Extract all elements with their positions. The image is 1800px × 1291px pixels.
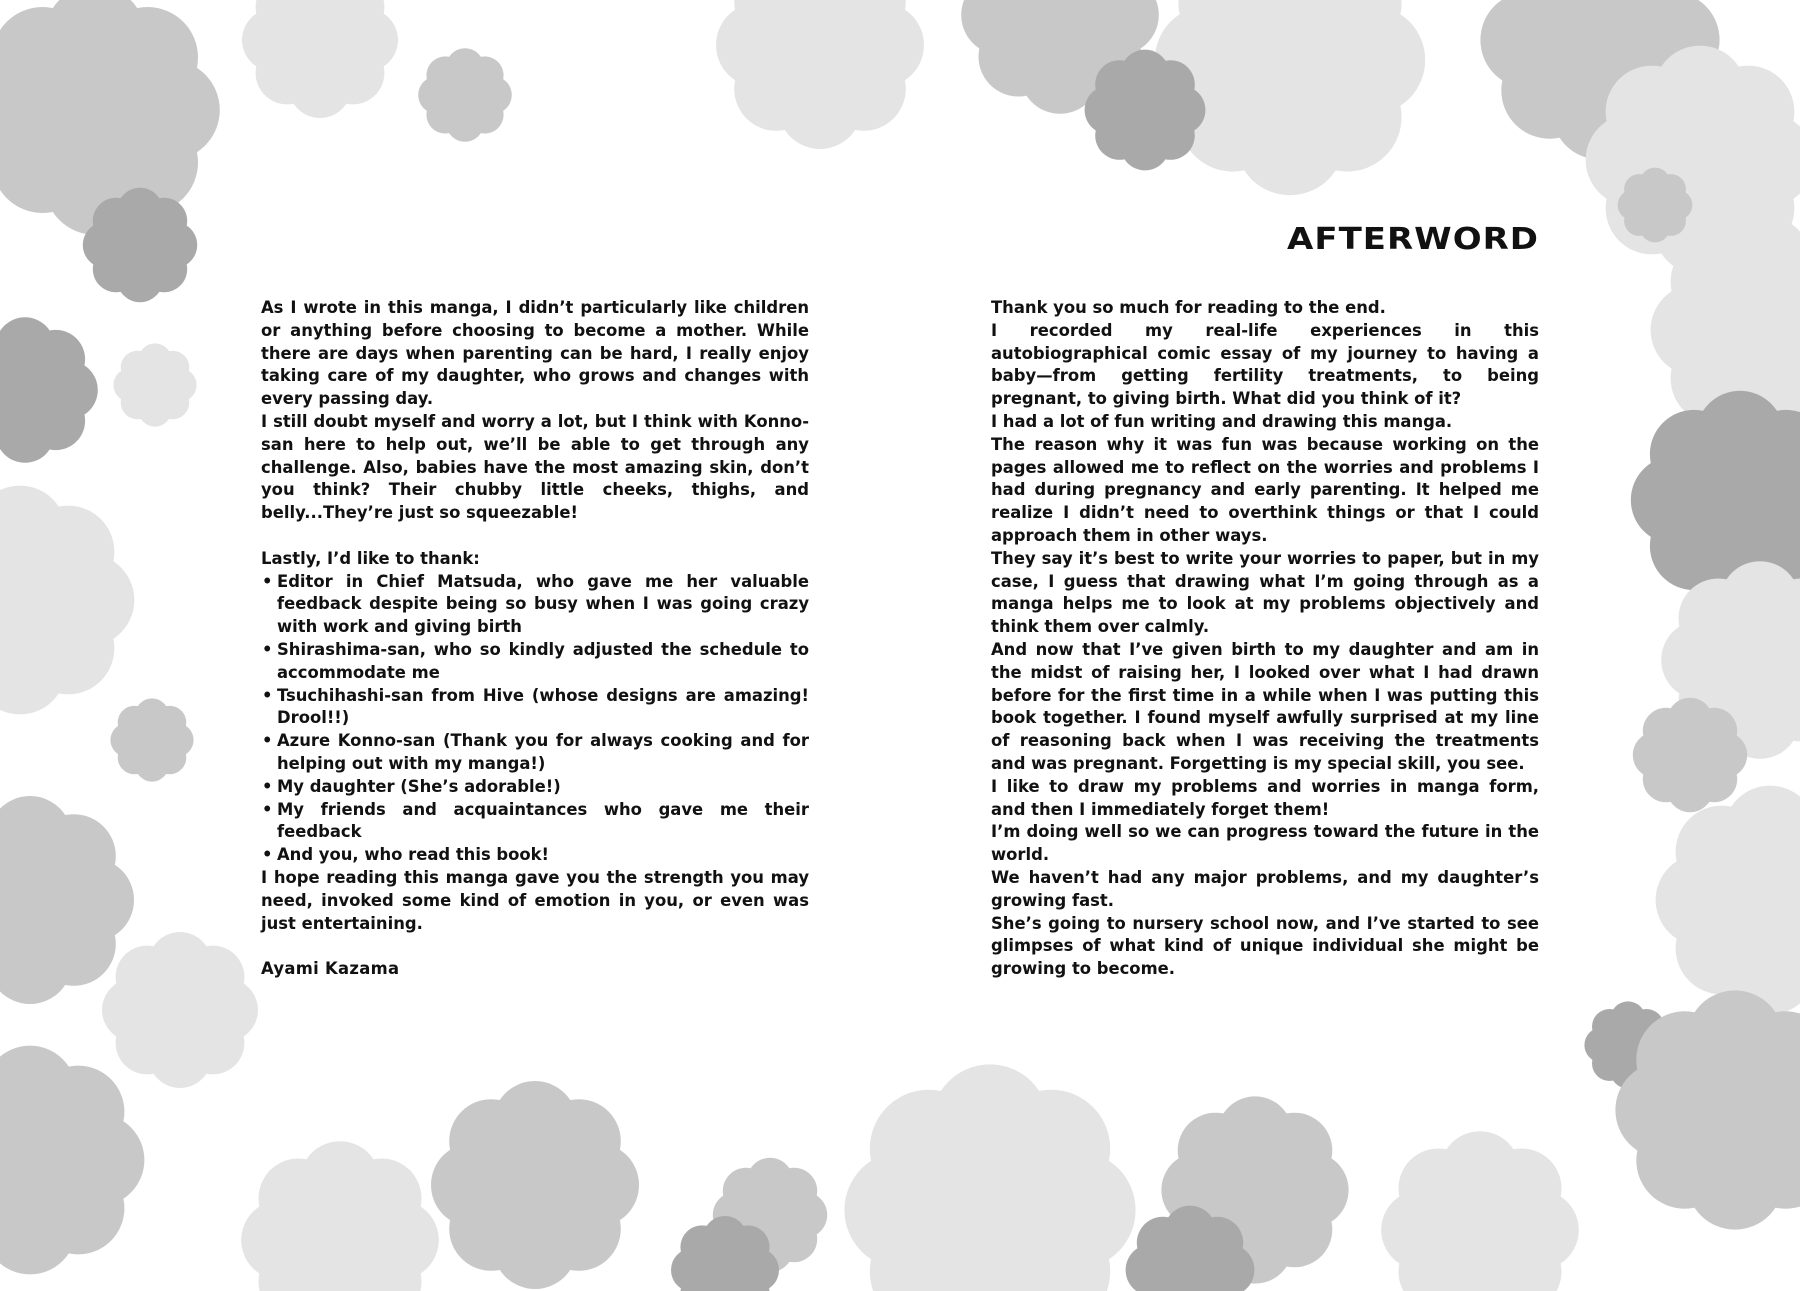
list-item: • Tsuchihashi-san from Hive (whose designs are amazing! Drool!!): [261, 685, 809, 731]
cloud-shape: [1381, 1131, 1579, 1291]
closing-paragraph: I hope reading this manga gave you the strength you may need, invoked some kind of emotion in you, or even was just entertaining.: [261, 867, 809, 933]
cloud-shape: [113, 343, 196, 426]
cloud-shape: [844, 1064, 1135, 1291]
cloud-shape: [110, 698, 193, 781]
list-item: • And you, who read this book!: [261, 844, 809, 867]
cloud-shape: [0, 486, 134, 715]
paragraph: The reason why it was fun was because working on the pages allowed me to reflect on the worries and problems I had during pregnancy and early parenting. It helped me realize I didn’t need to overthink things or that I could approach them in other ways.: [991, 434, 1539, 545]
cloud-shape: [241, 1141, 439, 1291]
page-title: AFTERWORD: [1287, 221, 1539, 257]
list-item: • My friends and acquaintances who gave me their feedback: [261, 799, 809, 845]
list-item: • Shirashima-san, who so kindly adjusted the schedule to accommodate me: [261, 639, 809, 685]
cloud-shape: [102, 932, 258, 1088]
cloud-shape: [0, 796, 134, 1004]
cloud-shape: [431, 1081, 639, 1289]
cloud-shape: [1618, 168, 1693, 243]
spacer: [261, 525, 809, 548]
cloud-shape: [0, 1046, 144, 1275]
cloud-shape: [0, 317, 98, 463]
cloud-shape: [242, 0, 398, 118]
cloud-shape: [1633, 698, 1747, 812]
list-item: • Azure Konno-san (Thank you for always cooking and for helping out with my manga!): [261, 730, 809, 776]
cloud-shape: [716, 0, 924, 149]
paragraph: Thank you so much for reading to the end.: [991, 298, 1386, 317]
paragraph: I like to draw my problems and worries in manga form, and then I immediately forget them!: [991, 776, 1539, 819]
right-column: [991, 297, 1539, 981]
list-item: • Editor in Chief Matsuda, who gave me her valuable feedback despite being so busy when I was going crazy with work and giving birth: [261, 571, 809, 639]
paragraph: We haven’t had any major problems, and my daughter’s growing fast.: [991, 867, 1539, 910]
paragraph: I recorded my real-life experiences in this autobiographical comic essay of my journey to having a baby—from getting fertility treatments, to being pregnant, to giving birth. What did you think of it?: [991, 320, 1539, 409]
thanks-intro: Lastly, I’d like to thank:: [261, 548, 480, 568]
paragraph: I’m doing well so we can progress toward the future in the world.: [991, 822, 1539, 865]
paragraph: And now that I’ve given birth to my daughter and am in the midst of raising her, I looked over what I had drawn before for the first time in a while when I was putting this book together. I found myself awfully surprised at my line of reasoning back when I was receiving the treatments and was pregnant. Forgetting is my special skill, you see.: [991, 639, 1539, 773]
paragraph: She’s going to nursery school now, and I’ve started to see glimpses of what kind of unique individual she might be growing to become.: [991, 913, 1539, 979]
author-signature: Ayami Kazama: [261, 959, 400, 979]
paragraph: As I wrote in this manga, I didn’t particularly like children or anything before choosing to become a mother. While there are days when parenting can be hard, I really enjoy taking care of my daughter, who grows and changes with every passing day.: [261, 298, 809, 409]
paragraph: I had a lot of fun writing and drawing this manga.: [991, 411, 1453, 431]
left-column: [261, 297, 809, 981]
cloud-shape: [418, 48, 512, 142]
cloud-shape: [1085, 50, 1206, 171]
cloud-shape: [83, 188, 197, 302]
list-item: • My daughter (She’s adorable!): [261, 776, 809, 799]
cloud-shape: [1656, 786, 1800, 1015]
spacer: [261, 935, 809, 958]
thanks-list: [261, 571, 809, 867]
paragraph: I still doubt myself and worry a lot, but I think with Konno-san here to help out, we’ll be able to get through any challenge. Also, babies have the most amazing skin, don’t you think? Their chubby little cheeks, thighs, and belly...They’re just so squeezable!: [261, 411, 809, 523]
paragraph: They say it’s best to write your worries to paper, but in my case, I guess that drawing what I’m going through as a manga helps me to look at my problems objectively and think them over calmly.: [991, 548, 1539, 637]
